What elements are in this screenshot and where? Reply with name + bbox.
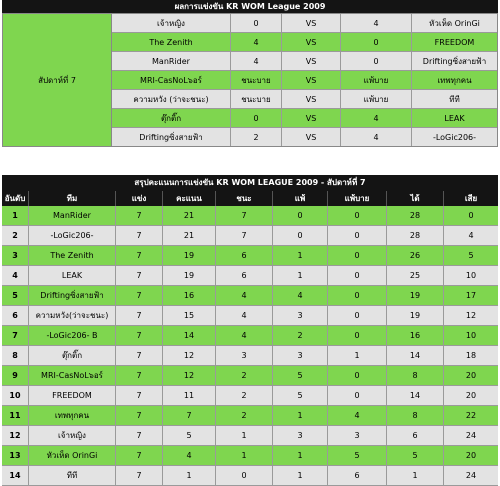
- home-team: MRI-CasNoL๖อร์: [112, 71, 231, 89]
- cell-losses: 2: [273, 326, 328, 345]
- cell-rank: 10: [2, 386, 29, 405]
- table-row: [2, 246, 498, 266]
- match-row: [112, 109, 497, 128]
- away-team: -LoGic206-: [432, 132, 477, 142]
- home-team: ความหวัง (ว่าจะชนะ): [112, 90, 231, 108]
- cell-goals-for: 19: [387, 306, 444, 325]
- cell-wins: 4: [216, 306, 273, 325]
- standings-table: [2, 175, 498, 486]
- cell-team: ตุ๊กติ๊ก: [29, 346, 116, 365]
- header-team: ทีม: [29, 191, 116, 206]
- cell-losses: 3: [273, 306, 328, 325]
- header-goals-for: ได้: [387, 191, 444, 206]
- results-rows: [112, 14, 497, 146]
- away-team: FREEDOM: [434, 37, 475, 47]
- cell-played: 7: [116, 346, 163, 365]
- cell-team: LEAK: [29, 266, 116, 285]
- home-team: Driftingซิ่งสายฟ้า: [112, 128, 231, 146]
- cell-wins: 7: [216, 226, 273, 245]
- cell-played: 7: [116, 246, 163, 265]
- cell-points: 16: [163, 286, 216, 305]
- match-row: [112, 14, 497, 33]
- header-goals-against: เสีย: [464, 194, 478, 203]
- cell-wins: 1: [216, 426, 273, 445]
- cell-forfeit-losses: 5: [328, 446, 387, 465]
- cell-wins: 6: [216, 266, 273, 285]
- cell-losses: 1: [273, 266, 328, 285]
- cell-losses: 3: [273, 426, 328, 445]
- cell-rank: 2: [2, 226, 29, 245]
- cell-forfeit-losses: 0: [328, 326, 387, 345]
- cell-goals-against: 18: [465, 351, 477, 360]
- header-played: แข่ง: [116, 191, 163, 206]
- cell-points: 21: [163, 206, 216, 225]
- cell-goals-against: 24: [465, 431, 477, 440]
- away-score: 0: [341, 52, 412, 70]
- table-row: [2, 366, 498, 386]
- cell-goals-for: 16: [387, 326, 444, 345]
- cell-played: 7: [116, 386, 163, 405]
- results-body: [2, 13, 498, 147]
- cell-losses: 0: [273, 206, 328, 225]
- cell-team: FREEDOM: [29, 386, 116, 405]
- cell-goals-for: 8: [387, 406, 444, 425]
- cell-played: 7: [116, 366, 163, 385]
- cell-rank: 4: [2, 266, 29, 285]
- cell-team: หัวเห็ด OrinGi: [29, 446, 116, 465]
- cell-played: 7: [116, 266, 163, 285]
- cell-goals-against: 20: [465, 391, 477, 400]
- cell-wins: 2: [216, 386, 273, 405]
- away-score: 4: [341, 14, 412, 32]
- cell-played: 7: [116, 206, 163, 225]
- cell-rank: 11: [2, 406, 29, 425]
- cell-rank: 5: [2, 286, 29, 305]
- cell-team: เทพทุกคน: [29, 406, 116, 425]
- cell-goals-against: 20: [465, 371, 477, 380]
- cell-points: 4: [163, 446, 216, 465]
- cell-forfeit-losses: 4: [328, 406, 387, 425]
- away-team: เทพทุกคน: [437, 75, 472, 85]
- cell-goals-for: 8: [387, 366, 444, 385]
- standings-title: สรุปคะแนนการแข่งขัน KR WOM LEAGUE 2009 - สัปดาห์ที่ 7: [2, 175, 498, 191]
- table-row: [2, 266, 498, 286]
- cell-goals-for: 19: [387, 286, 444, 305]
- away-score: แพ้บาย: [341, 90, 412, 108]
- standings-rows: [2, 206, 498, 486]
- away-score: 4: [341, 128, 412, 146]
- home-team: ตุ๊กติ๊ก: [112, 109, 231, 127]
- cell-wins: 3: [216, 346, 273, 365]
- cell-losses: 4: [273, 286, 328, 305]
- table-row: [2, 286, 498, 306]
- cell-rank: 12: [2, 426, 29, 445]
- week-label: สัปดาห์ที่ 7: [3, 14, 112, 146]
- vs-label: VS: [282, 128, 341, 146]
- cell-points: 12: [163, 346, 216, 365]
- header-points: คะแนน: [163, 191, 216, 206]
- cell-points: 21: [163, 226, 216, 245]
- match-row: [112, 90, 497, 109]
- cell-losses: 3: [273, 346, 328, 365]
- home-team: เจ้าหญิง: [112, 14, 231, 32]
- cell-goals-for: 6: [387, 426, 444, 445]
- cell-wins: 0: [216, 466, 273, 485]
- standings-header-row: [2, 191, 498, 206]
- cell-forfeit-losses: 1: [328, 346, 387, 365]
- cell-losses: 5: [273, 366, 328, 385]
- cell-played: 7: [116, 286, 163, 305]
- cell-points: 5: [163, 426, 216, 445]
- cell-wins: 4: [216, 286, 273, 305]
- cell-points: 12: [163, 366, 216, 385]
- cell-losses: 1: [273, 406, 328, 425]
- cell-goals-against: 4: [468, 231, 474, 240]
- match-row: [112, 71, 497, 90]
- cell-wins: 6: [216, 246, 273, 265]
- cell-points: 19: [163, 246, 216, 265]
- away-team: ทีที: [449, 94, 460, 104]
- cell-rank: 7: [2, 326, 29, 345]
- cell-played: 7: [116, 326, 163, 345]
- cell-rank: 14: [2, 466, 29, 485]
- away-score: 0: [341, 33, 412, 51]
- cell-goals-against: 24: [465, 471, 477, 480]
- results-title: ผลการแข่งขัน KR WOM League 2009: [2, 0, 498, 13]
- cell-played: 7: [116, 446, 163, 465]
- cell-played: 7: [116, 226, 163, 245]
- cell-rank: 8: [2, 346, 29, 365]
- cell-points: 11: [163, 386, 216, 405]
- cell-rank: 3: [2, 246, 29, 265]
- table-row: [2, 226, 498, 246]
- away-team: Driftingซิ่งสายฟ้า: [422, 56, 487, 66]
- table-row: [2, 306, 498, 326]
- cell-team: ManRider: [29, 206, 116, 225]
- home-score: 4: [231, 33, 282, 51]
- cell-wins: 2: [216, 406, 273, 425]
- cell-points: 1: [163, 466, 216, 485]
- cell-goals-for: 26: [387, 246, 444, 265]
- away-team: LEAK: [444, 113, 465, 123]
- cell-played: 7: [116, 426, 163, 445]
- cell-points: 19: [163, 266, 216, 285]
- cell-points: 7: [163, 406, 216, 425]
- cell-points: 15: [163, 306, 216, 325]
- table-row: [2, 406, 498, 426]
- match-row: [112, 128, 497, 146]
- header-losses: แพ้: [273, 191, 328, 206]
- cell-goals-against: 0: [468, 211, 474, 220]
- cell-goals-for: 28: [387, 226, 444, 245]
- vs-label: VS: [282, 109, 341, 127]
- table-row: [2, 386, 498, 406]
- cell-goals-against: 17: [465, 291, 477, 300]
- match-row: [112, 33, 497, 52]
- cell-forfeit-losses: 0: [328, 366, 387, 385]
- cell-goals-for: 14: [387, 386, 444, 405]
- header-wins: ชนะ: [216, 191, 273, 206]
- cell-team: เจ้าหญิง: [29, 426, 116, 445]
- cell-team: MRI-CasNoL๖อร์: [29, 366, 116, 385]
- header-forfeit-losses: แพ้บาย: [328, 191, 387, 206]
- match-row: [112, 52, 497, 71]
- cell-forfeit-losses: 6: [328, 466, 387, 485]
- table-row: [2, 426, 498, 446]
- cell-goals-against: 10: [465, 331, 477, 340]
- table-row: [2, 346, 498, 366]
- cell-forfeit-losses: 0: [328, 266, 387, 285]
- home-score: 0: [231, 109, 282, 127]
- cell-losses: 1: [273, 446, 328, 465]
- cell-goals-for: 14: [387, 346, 444, 365]
- cell-played: 7: [116, 306, 163, 325]
- cell-forfeit-losses: 0: [328, 286, 387, 305]
- vs-label: VS: [282, 14, 341, 32]
- cell-losses: 5: [273, 386, 328, 405]
- cell-wins: 2: [216, 366, 273, 385]
- header-rank: อันดับ: [2, 191, 29, 206]
- cell-rank: 1: [2, 206, 29, 225]
- cell-team: -LoGic206-: [29, 226, 116, 245]
- cell-team: ความหวัง(ว่าจะชนะ): [29, 306, 116, 325]
- cell-team: ทีที: [29, 466, 116, 485]
- vs-label: VS: [282, 33, 341, 51]
- cell-goals-against: 10: [465, 271, 477, 280]
- home-score: 2: [231, 128, 282, 146]
- cell-wins: 1: [216, 446, 273, 465]
- home-team: The Zenith: [112, 33, 231, 51]
- home-score: 0: [231, 14, 282, 32]
- away-score: 4: [341, 109, 412, 127]
- cell-team: The Zenith: [29, 246, 116, 265]
- away-score: แพ้บาย: [341, 71, 412, 89]
- cell-goals-against: 20: [465, 451, 477, 460]
- cell-goals-for: 28: [387, 206, 444, 225]
- vs-label: VS: [282, 52, 341, 70]
- cell-wins: 4: [216, 326, 273, 345]
- cell-rank: 6: [2, 306, 29, 325]
- cell-goals-for: 25: [387, 266, 444, 285]
- cell-losses: 0: [273, 226, 328, 245]
- vs-label: VS: [282, 90, 341, 108]
- cell-forfeit-losses: 3: [328, 426, 387, 445]
- cell-forfeit-losses: 0: [328, 206, 387, 225]
- cell-forfeit-losses: 0: [328, 246, 387, 265]
- table-row: [2, 206, 498, 226]
- match-results-table: [2, 0, 498, 147]
- table-row: [2, 326, 498, 346]
- away-team: หัวเห็ด OrinGi: [429, 18, 480, 28]
- home-score: ชนะบาย: [231, 90, 282, 108]
- table-row: [2, 466, 498, 486]
- cell-forfeit-losses: 0: [328, 226, 387, 245]
- cell-forfeit-losses: 0: [328, 306, 387, 325]
- cell-losses: 1: [273, 466, 328, 485]
- home-score: 4: [231, 52, 282, 70]
- cell-team: Driftingซิ่งสายฟ้า: [29, 286, 116, 305]
- cell-goals-against: 5: [468, 251, 474, 260]
- cell-forfeit-losses: 0: [328, 386, 387, 405]
- cell-points: 14: [163, 326, 216, 345]
- home-team: ManRider: [112, 52, 231, 70]
- cell-played: 7: [116, 406, 163, 425]
- cell-played: 7: [116, 466, 163, 485]
- cell-team: -LoGic206- B: [29, 326, 116, 345]
- cell-losses: 1: [273, 246, 328, 265]
- cell-wins: 7: [216, 206, 273, 225]
- cell-rank: 9: [2, 366, 29, 385]
- cell-rank: 13: [2, 446, 29, 465]
- home-score: ชนะบาย: [231, 71, 282, 89]
- table-row: [2, 446, 498, 466]
- cell-goals-for: 5: [387, 446, 444, 465]
- cell-goals-against: 22: [465, 411, 477, 420]
- cell-goals-against: 12: [465, 311, 477, 320]
- cell-goals-for: 1: [387, 466, 444, 485]
- vs-label: VS: [282, 71, 341, 89]
